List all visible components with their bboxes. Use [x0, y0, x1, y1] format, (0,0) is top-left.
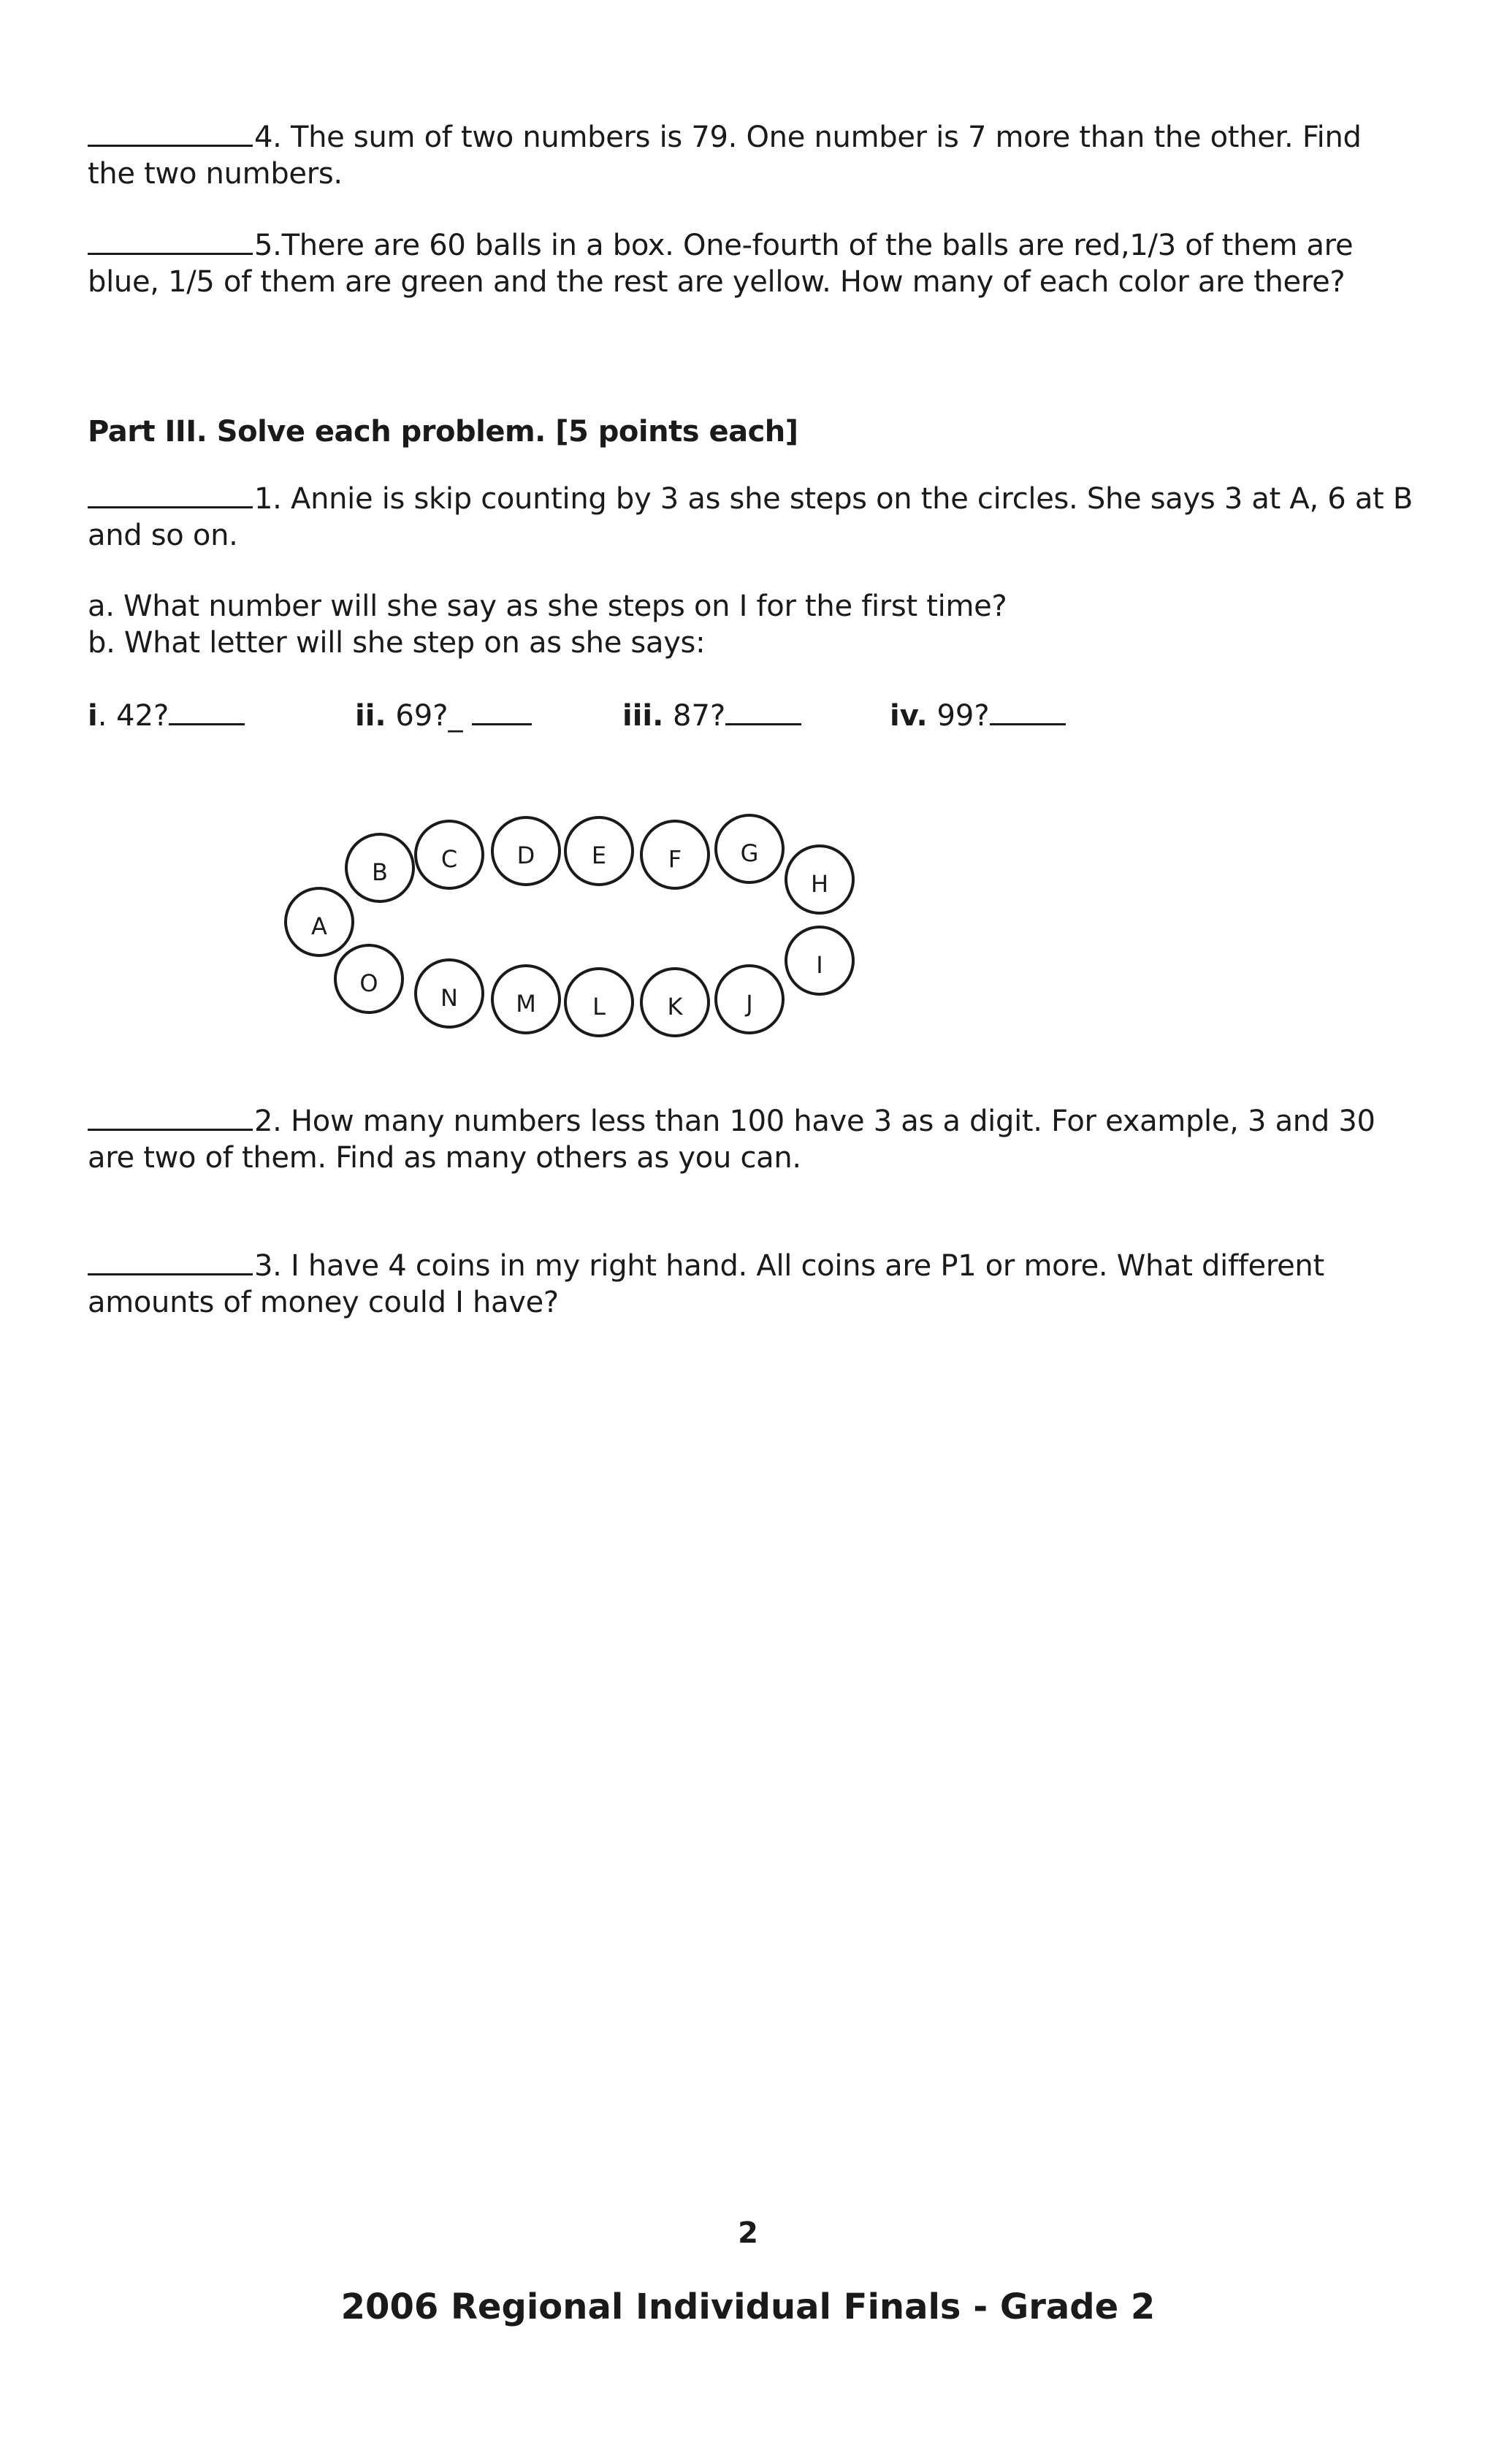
circle-label: I — [816, 951, 823, 979]
part3-question-2 — [88, 1101, 1417, 1176]
option-ii-label: ii. — [355, 699, 386, 733]
part3-question-3-text: I have 4 coins in my right hand. All coins are P1 or more. What different amounts of money could I have? — [88, 1249, 1324, 1319]
answer-blank-p3q3[interactable] — [88, 1246, 253, 1275]
question-4-text: The sum of two numbers is 79. One number is 7 more than the other. Find the two numbers. — [88, 121, 1362, 191]
sub-question-a: a. What number will she say as she steps on I for the first time? — [88, 590, 1007, 623]
circle-e — [565, 817, 633, 885]
part3-question-1-text: Annie is skip counting by 3 as she steps on the circles. She says 3 at A, 6 at B and so on. — [88, 482, 1413, 552]
circle-b — [346, 834, 413, 901]
circle-label: E — [591, 842, 607, 869]
question-5-text: There are 60 balls in a box. One-fourth of the balls are red,1/3 of them are blue, 1/5 of them are green and the rest are yellow. How many of each color are there? — [88, 229, 1354, 299]
circle-label: O — [359, 969, 378, 997]
option-iii-value: 87? — [673, 699, 726, 733]
circle-label: B — [372, 858, 388, 886]
circle-label: D — [516, 842, 535, 869]
circle-n — [416, 960, 483, 1027]
part3-question-2-text: How many numbers less than 100 have 3 as a digit. For example, 3 and 30 are two of them. Find as many others as you can. — [88, 1105, 1375, 1175]
option-ii-value: 69?_ — [395, 699, 463, 733]
part3-question-1-number: 1. — [254, 482, 282, 516]
option-i-sep: . — [97, 699, 107, 733]
question-4-number: 4. — [254, 121, 282, 154]
answer-blank-p3q2[interactable] — [88, 1101, 253, 1131]
circle-label: J — [746, 990, 753, 1018]
part-3-heading: Part III. Solve each problem. [5 points each] — [88, 415, 798, 449]
circle-c — [416, 821, 483, 888]
circle-label: L — [592, 993, 606, 1021]
footer-title: 2006 Regional Individual Finals - Grade 2 — [340, 2286, 1156, 2327]
circle-a — [286, 888, 353, 956]
circle-k — [641, 969, 709, 1036]
option-i-value: 42? — [116, 699, 169, 733]
circle-label: F — [668, 845, 682, 873]
circle-o — [335, 945, 402, 1012]
page-number: 2 — [738, 2216, 758, 2250]
part3-question-3 — [88, 1246, 1417, 1321]
question-5-number: 5. — [254, 229, 282, 262]
option-iv-label: iv. — [890, 699, 928, 733]
circle-j — [716, 966, 783, 1033]
circle-label: M — [516, 990, 536, 1018]
circle-g — [716, 815, 783, 882]
option-iii-label: iii. — [622, 699, 664, 733]
part3-question-2-number: 2. — [254, 1105, 282, 1138]
circle-m — [492, 966, 560, 1033]
circle-d — [492, 817, 560, 885]
circle-label: N — [440, 984, 458, 1012]
circle-label: K — [667, 993, 683, 1021]
circle-label: C — [440, 845, 458, 873]
circle-label: H — [810, 870, 829, 898]
circle-l — [565, 969, 633, 1036]
circle-f — [641, 821, 709, 888]
circle-label: G — [740, 839, 759, 867]
circle-h — [786, 846, 853, 913]
option-i-label: i — [88, 699, 98, 733]
sub-question-b: b. What letter will she step on as she says: — [88, 626, 706, 660]
circle-i — [786, 927, 853, 994]
circle-label: A — [311, 912, 327, 940]
option-iv-value: 99? — [936, 699, 990, 733]
part3-question-3-number: 3. — [254, 1249, 282, 1283]
